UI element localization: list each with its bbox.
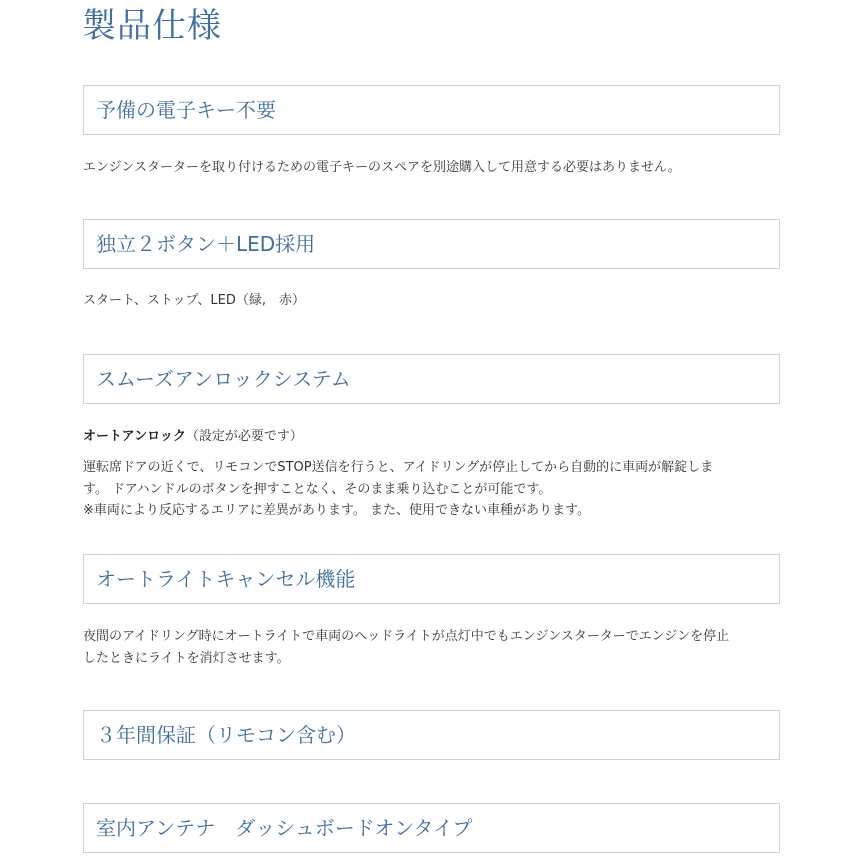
section-description-note: ※車両により反応するエリアに差異があります。 また、使用できない車種があります。 <box>83 503 590 518</box>
page-title: 製品仕様 <box>82 6 222 46</box>
section-heading-box-warranty <box>83 710 780 760</box>
section-heading: 予備の電子キー不要 <box>96 98 276 122</box>
section-heading: スムーズアンロックシステム <box>96 367 351 391</box>
section-description-line: 夜間のアイドリング時にオートライトで車両のヘッドライトが点灯中でもエンジンスターターでエンジンを停止 <box>83 629 730 644</box>
section-heading-box-two-buttons <box>83 219 780 269</box>
section-description: スタート、ストップ、LED（緑, 赤） <box>83 293 305 308</box>
subheading-bold: オートアンロック <box>83 429 186 444</box>
section-heading: ３年間保証（リモコン含む） <box>96 723 356 747</box>
section-heading-box-smooth-unlock <box>83 354 780 404</box>
section-description-line: したときにライトを消灯させます。 <box>83 651 290 666</box>
section-description-line: す。 ドアハンドルのボタンを押すことなく、そのまま乗り込むことが可能です。 <box>83 482 552 497</box>
section-description-line: 運転席ドアの近くで、リモコンでSTOP送信を行うと、アイドリングが停止してから自動的に車両が解錠しま <box>83 460 714 475</box>
section-subheading <box>83 427 783 447</box>
section-description: エンジンスターターを取り付けるための電子キーのスペアを別途購入して用意する必要はありません。 <box>83 160 681 175</box>
section-heading: オートライトキャンセル機能 <box>96 567 356 591</box>
section-heading-box-antenna <box>83 803 780 853</box>
section-heading-box-spare-key <box>83 85 780 135</box>
section-heading: 室内アンテナ ダッシュボードオンタイプ <box>96 816 473 840</box>
subheading-note: （設定が必要です） <box>185 429 303 444</box>
section-heading: 独立２ボタン＋LED採用 <box>96 232 316 256</box>
section-heading-box-autolight-cancel <box>83 554 780 604</box>
